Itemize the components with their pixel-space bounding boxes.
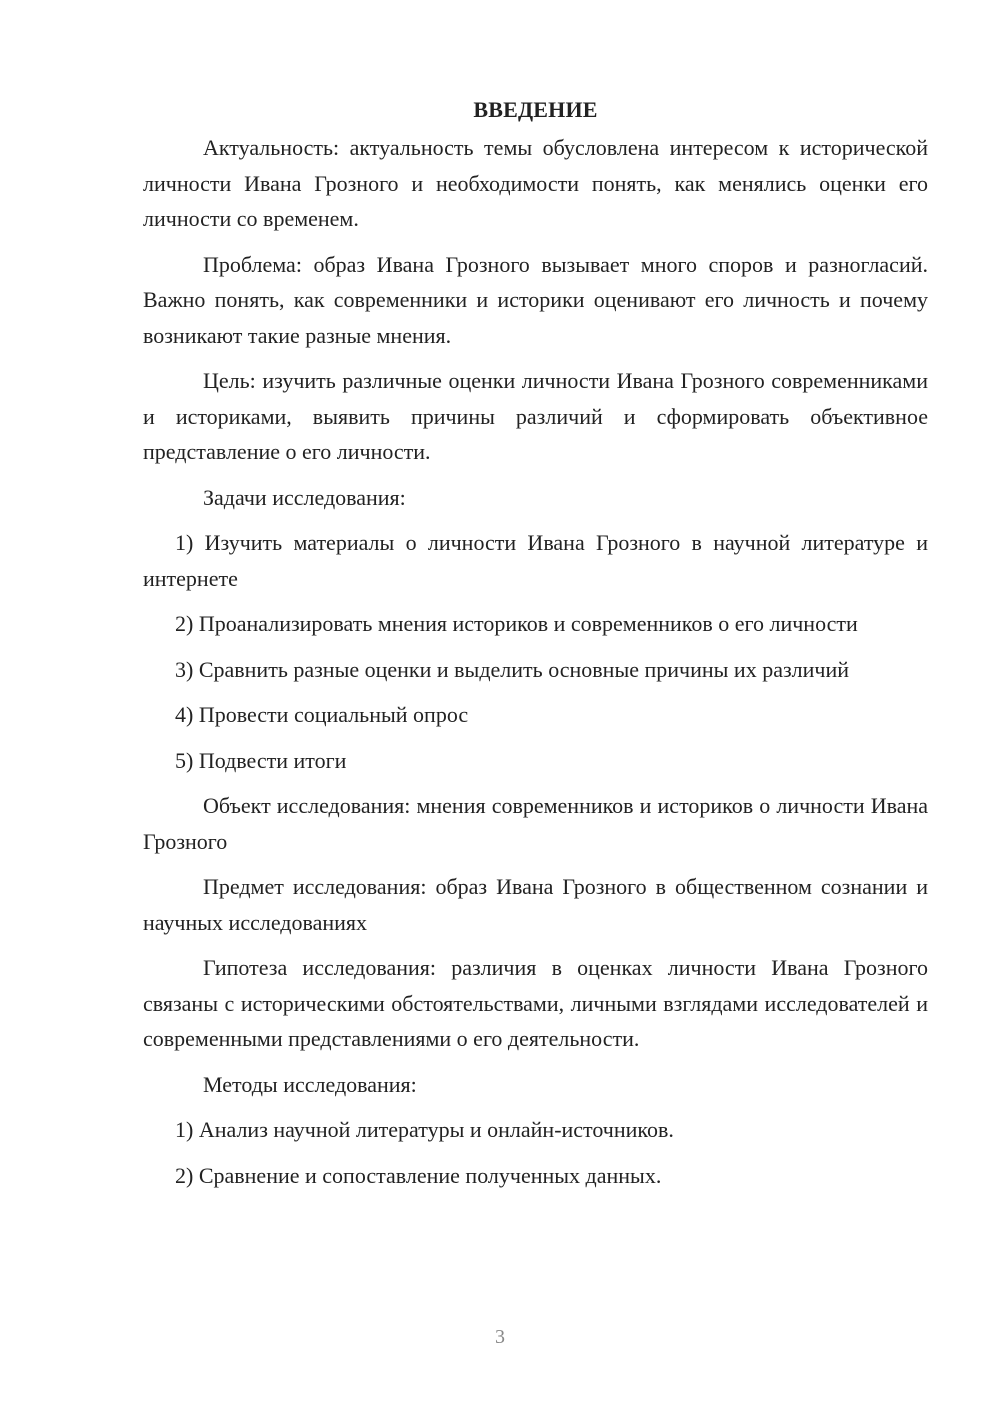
page-number: 3 [495, 1326, 505, 1348]
hypothesis-paragraph: Гипотеза исследования: различия в оценках личности Ивана Грозного связаны с историческими обстоятельствами, личными взглядами исследователей и современными представлениями о его деятельности. [143, 955, 928, 1051]
task-item: 4) Провести социальный опрос [175, 702, 469, 727]
task-item: 5) Подвести итоги [175, 747, 347, 773]
document-page [143, 92, 928, 1203]
object-paragraph: Объект исследования: мнения современников и историков о личности Ивана Грозного [143, 793, 928, 854]
task-item: 1) Изучить материалы о личности Ивана Грозного в научной литературе и интернете [143, 530, 928, 591]
method-item: 2) Сравнение и сопоставление полученных данных. [175, 1162, 662, 1188]
section-title: ВВЕДЕНИЕ [473, 97, 598, 122]
task-item: 2) Проанализировать мнения историков и современников о его личности [175, 611, 858, 636]
method-item: 1) Анализ научной литературы и онлайн-источников. [175, 1117, 674, 1142]
task-item: 3) Сравнить разные оценки и выделить основные причины их различий [175, 656, 850, 682]
problem-paragraph: Проблема: образ Ивана Грозного вызывает много споров и разногласий. Важно понять, как современники и историки оценивают его личность и почему возникают такие разные мнения. [143, 251, 928, 348]
tasks-heading: Задачи исследования: [203, 484, 406, 510]
methods-heading: Методы исследования: [203, 1071, 417, 1097]
goal-paragraph: Цель: изучить различные оценки личности Ивана Грозного современниками и историками, выявить причины различий и сформировать объективное представление о его личности. [143, 368, 928, 464]
relevance-paragraph: Актуальность: актуальность темы обусловлена интересом к исторической личности Ивана Грозного и необходимости понять, как менялись оценки его личности со временем. [143, 135, 928, 231]
subject-paragraph: Предмет исследования: образ Ивана Грозного в общественном сознании и научных исследованиях [143, 874, 928, 935]
